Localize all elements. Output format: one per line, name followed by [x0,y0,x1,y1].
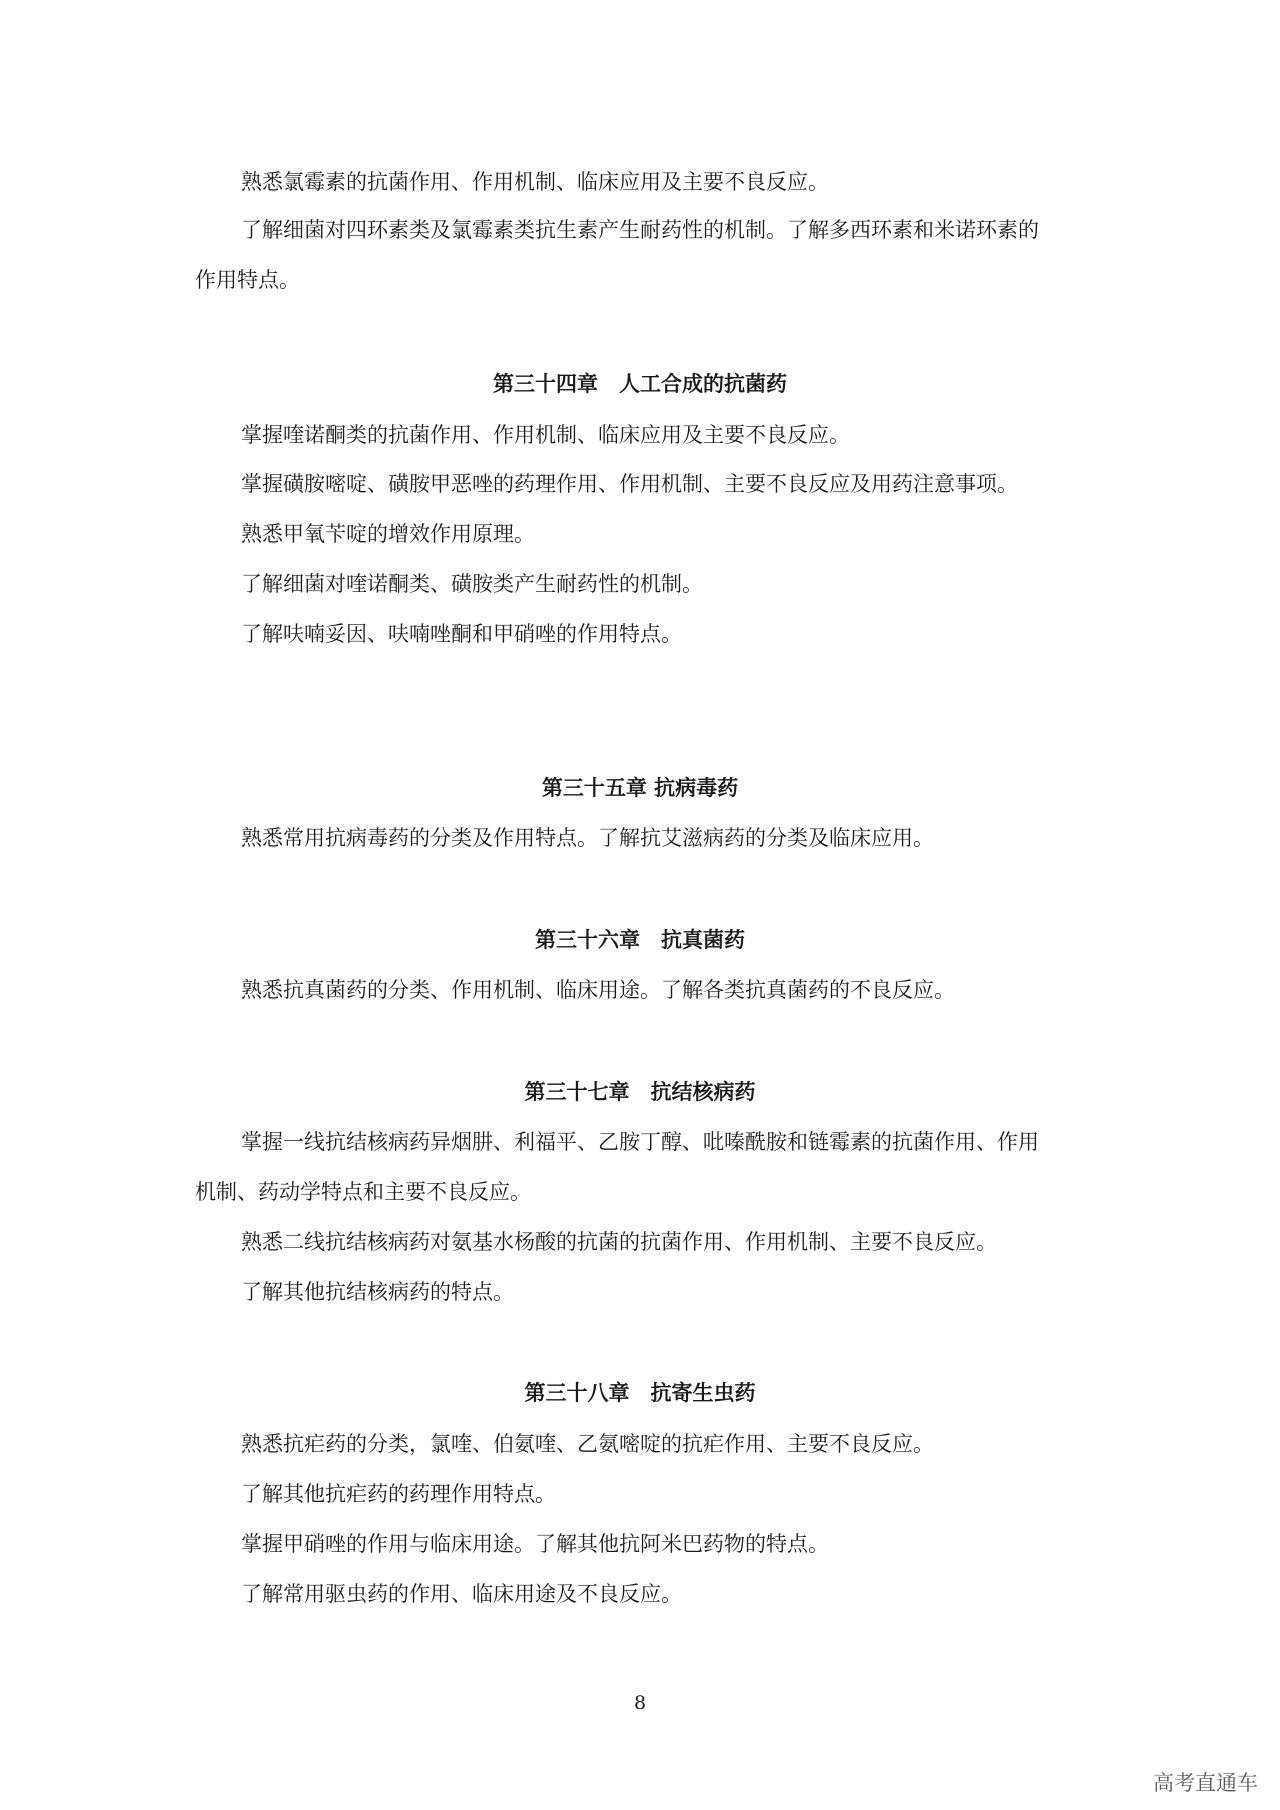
paragraph: 作用特点。 [195,268,300,292]
chapter-38-heading: 第三十八章 抗寄生虫药 [524,1380,756,1405]
watermark: 高考直通车 [1153,1771,1258,1795]
chapter-37-heading: 第三十七章 抗结核病药 [524,1079,756,1104]
paragraph: 了解细菌对喹诺酮类、磺胺类产生耐药性的机制。 [241,572,703,596]
paragraph: 了解细菌对四环素类及氯霉素类抗生素产生耐药性的机制。了解多西环素和米诺环素的 [241,218,1039,242]
paragraph: 了解呋喃妥因、呋喃唑酮和甲硝唑的作用特点。 [241,622,682,646]
paragraph: 掌握喹诺酮类的抗菌作用、作用机制、临床应用及主要不良反应。 [241,423,850,447]
paragraph: 熟悉二线抗结核病药对氨基水杨酸的抗菌的抗菌作用、作用机制、主要不良反应。 [241,1230,997,1254]
chapter-34-heading: 第三十四章 人工合成的抗菌药 [493,371,787,396]
paragraph: 熟悉甲氧苄啶的增效作用原理。 [241,522,535,546]
paragraph: 熟悉抗疟药的分类，氯喹、伯氨喹、乙氨嘧啶的抗疟作用、主要不良反应。 [241,1432,934,1456]
paragraph: 掌握一线抗结核病药异烟肼、利福平、乙胺丁醇、吡嗪酰胺和链霉素的抗菌作用、作用 [241,1130,1039,1154]
paragraph: 机制、药动学特点和主要不良反应。 [195,1180,531,1204]
paragraph: 熟悉抗真菌药的分类、作用机制、临床用途。了解各类抗真菌药的不良反应。 [241,978,955,1002]
paragraph: 熟悉氯霉素的抗菌作用、作用机制、临床应用及主要不良反应。 [241,170,829,194]
paragraph: 了解常用驱虫药的作用、临床用途及不良反应。 [241,1582,682,1606]
paragraph: 了解其他抗疟药的药理作用特点。 [241,1482,556,1506]
paragraph: 熟悉常用抗病毒药的分类及作用特点。了解抗艾滋病药的分类及临床应用。 [241,826,934,850]
chapter-36-heading: 第三十六章 抗真菌药 [535,927,745,952]
page-number: 8 [633,1692,647,1714]
paragraph: 了解其他抗结核病药的特点。 [241,1280,514,1304]
paragraph: 掌握磺胺嘧啶、磺胺甲恶唑的药理作用、作用机制、主要不良反应及用药注意事项。 [241,472,1018,496]
chapter-35-heading: 第三十五章 抗病毒药 [541,775,739,800]
paragraph: 掌握甲硝唑的作用与临床用途。了解其他抗阿米巴药物的特点。 [241,1532,829,1556]
